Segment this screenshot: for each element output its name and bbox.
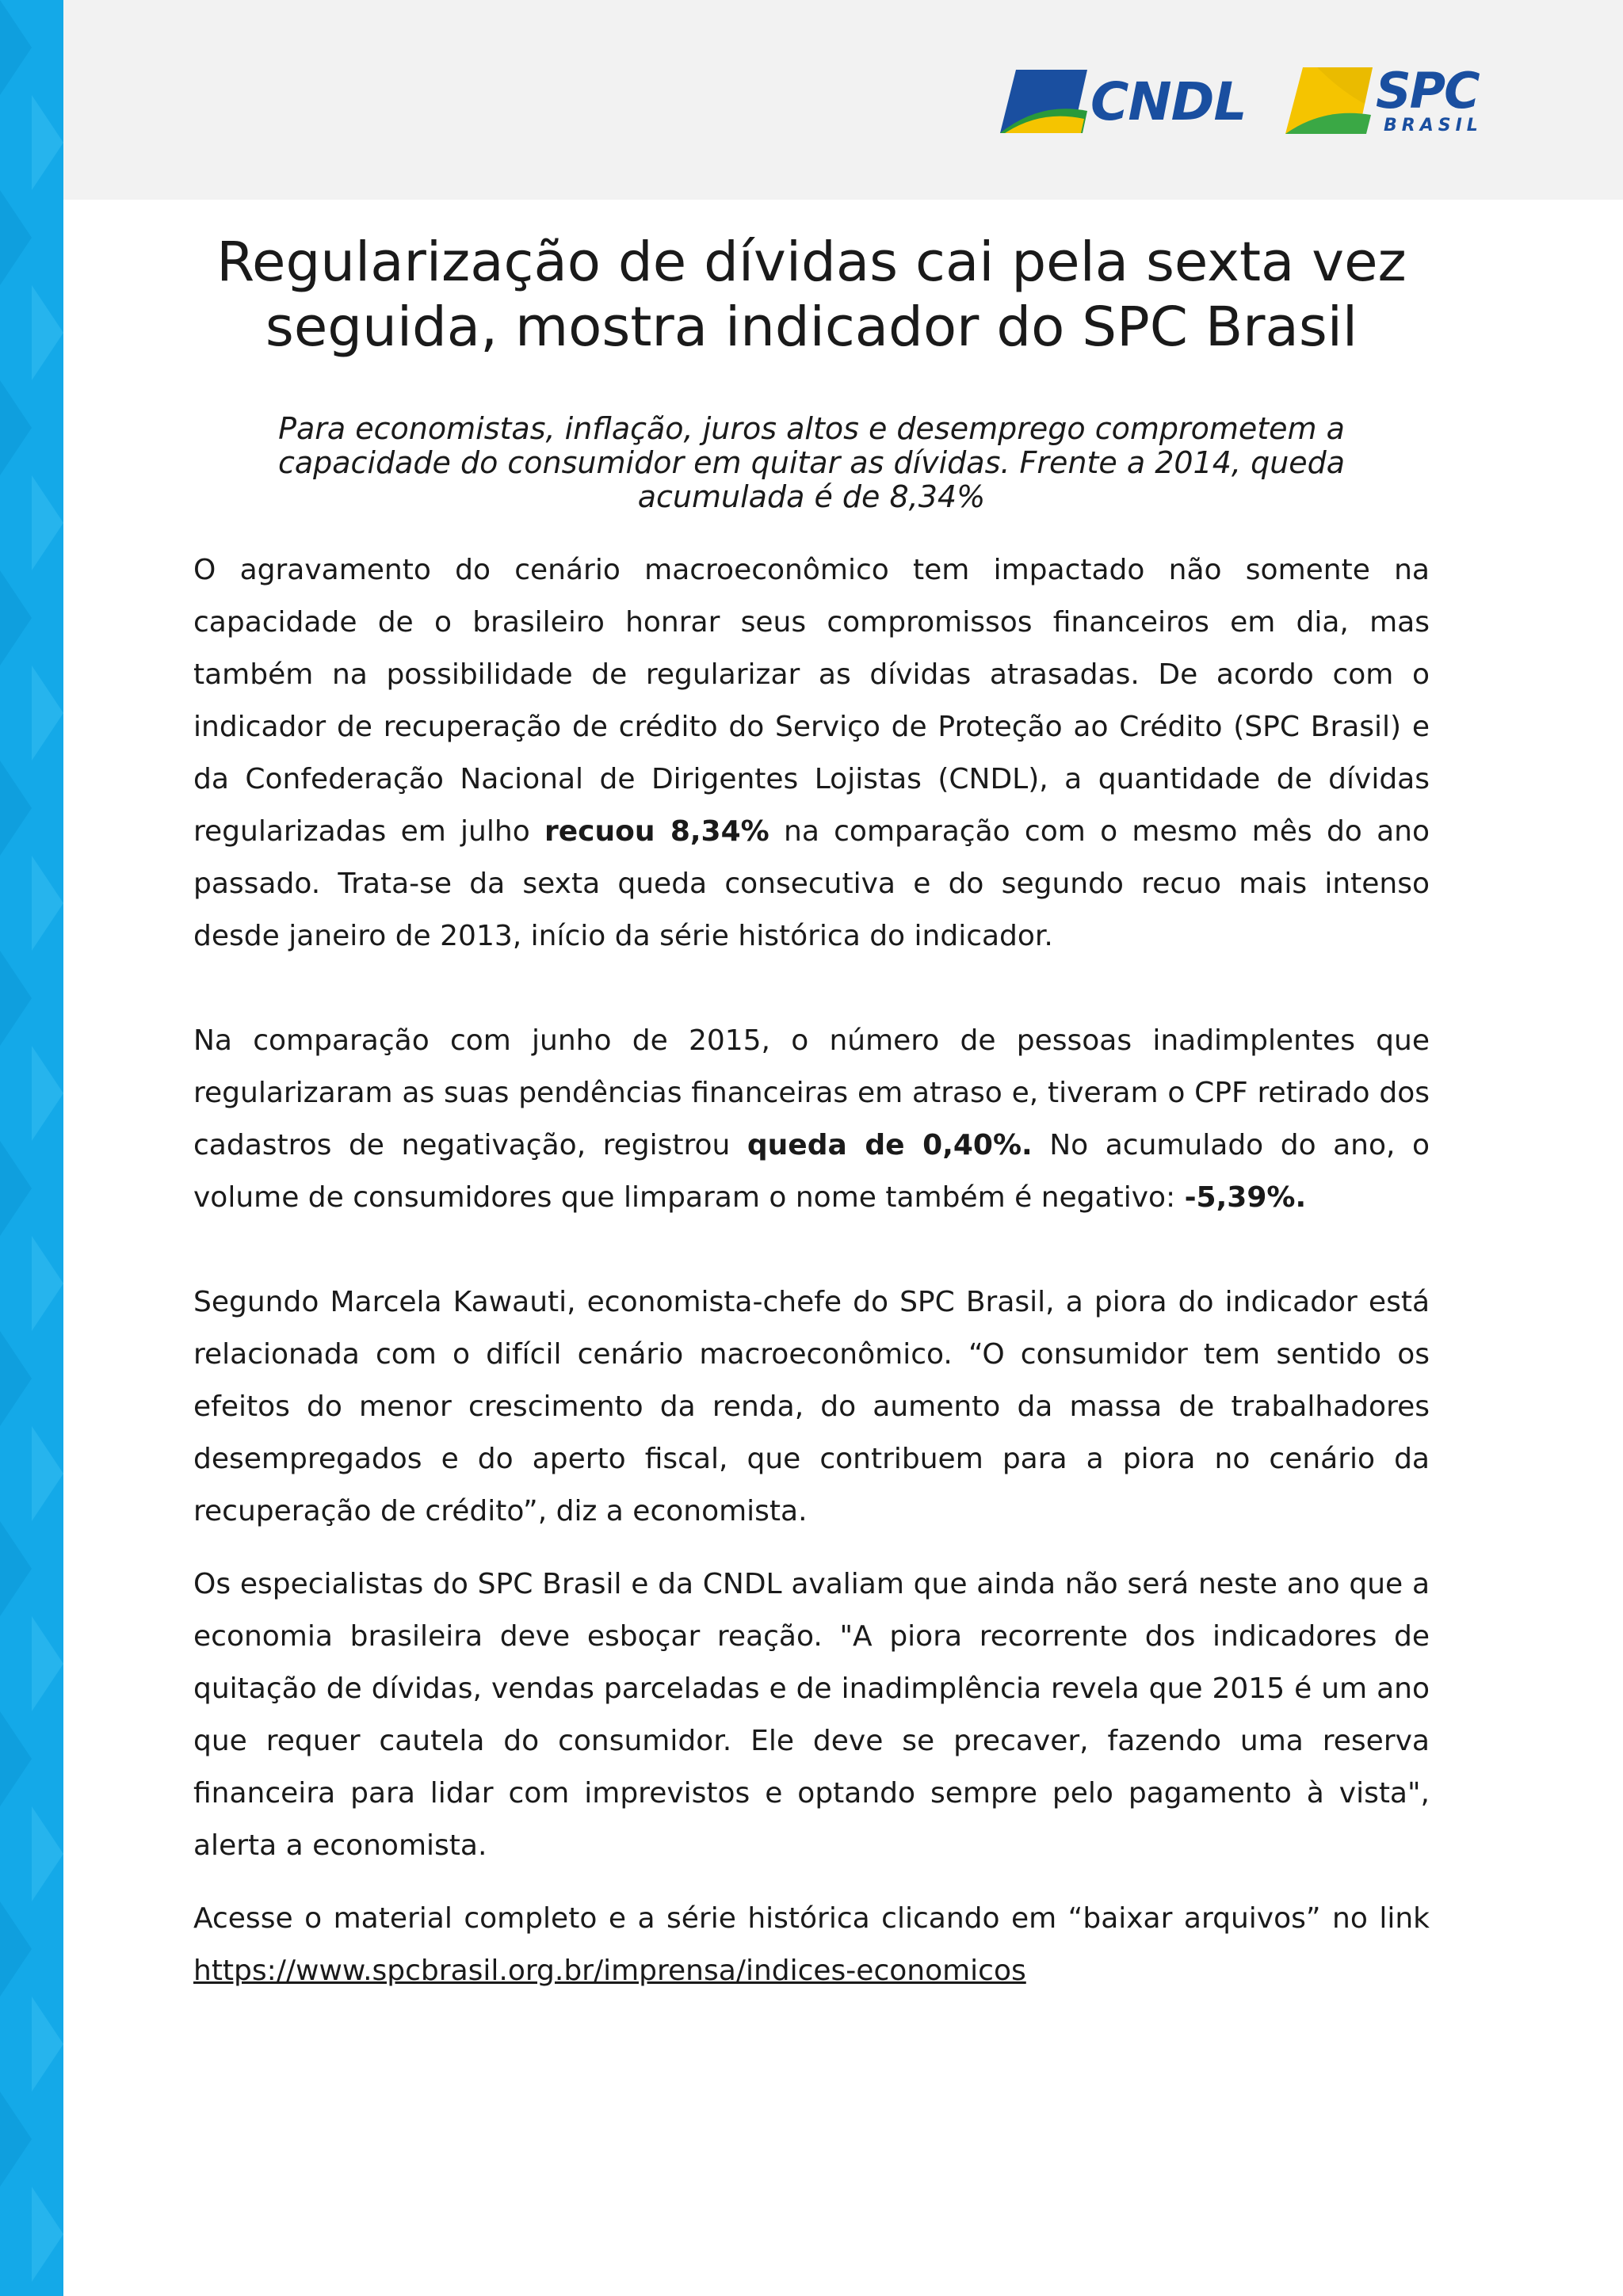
spc-flag-icon [1285, 67, 1373, 134]
paragraph-2-text-b: No acumulado do ano, o volume de consumidores que limparam o nome também é negativo: [193, 1129, 1430, 1214]
cndl-flag-icon [1000, 70, 1087, 133]
paragraph-2-highlight-1: queda de 0,40%. [747, 1129, 1033, 1161]
paragraph-2-highlight-2: -5,39%. [1184, 1181, 1307, 1214]
paragraph-2-text-a: Na comparação com junho de 2015, o número de pessoas inadimplentes que regularizaram as suas pendências financeiras em atraso e, tiveram o CPF retirado dos cadastros de negativação, registrou [193, 1024, 1430, 1161]
side-decorative-stripe [0, 0, 63, 2296]
paragraph-1-text-a: O agravamento do cenário macroeconômico tem impactado não somente na capacidade de o brasileiro honrar seus compromissos financeiros em dia, mas também na possibilidade de regularizar as dívidas atrasadas. De acordo com o indicador de recuperação de crédito do Serviço de Proteção ao Crédito (SPC Brasil) e da Confederação Nacional de Dirigentes Lojistas (CNDL), a quantidade de dívidas regularizadas em julho [193, 554, 1430, 848]
stripe-chevron-pattern [0, 0, 63, 2296]
article-title: Regularização de dívidas cai pela sexta vez seguida, mostra indicador do SPC Brasil [216, 231, 1407, 359]
spc-logo-text: SPC [1376, 62, 1479, 120]
indices-economicos-link[interactable]: https://www.spcbrasil.org.br/imprensa/indices-economicos [193, 1955, 1026, 1987]
cndl-logo-text: CNDL [1090, 71, 1247, 132]
paragraph-1-highlight: recuou 8,34% [544, 815, 769, 848]
paragraph-4: Os especialistas do SPC Brasil e da CNDL avaliam que ainda não será neste ano que a economia brasileira deve esboçar reação. "A piora recorrente dos indicadores de quitação de dívidas, vendas parceladas e de inadimplência revela que 2015 é um ano que requer cautela do consumidor. Ele deve se precaver, fazendo uma reserva financeira para lidar com imprevistos e optando sempre pelo pagamento à vista", alerta a economista. [193, 1568, 1430, 1862]
paragraph-2 [193, 1015, 1430, 1224]
paragraph-3: Segundo Marcela Kawauti, economista-chefe do SPC Brasil, a piora do indicador está relacionada com o difícil cenário macroeconômico. “O consumidor tem sentido os efeitos do menor crescimento da renda, do aumento da massa de trabalhadores desempregados e do aperto fiscal, que contribuem para a piora no cenário da recuperação de crédito”, diz a economista. [193, 1286, 1430, 1527]
cndl-logo [1000, 70, 1247, 133]
paragraph-1-text-b: na comparação com o mesmo mês do ano passado. Trata-se da sexta queda consecutiva e do segundo recuo mais intenso desde janeiro de 2013, início da série histórica do indicador. [193, 815, 1430, 952]
spc-brasil-logo [1285, 62, 1483, 135]
article-subtitle: Para economistas, inflação, juros altos e desemprego comprometem a capacidade do consumidor em quitar as dívidas. Frente a 2014, queda acumulada é de 8,34% [277, 411, 1346, 514]
paragraph-5 [193, 1893, 1430, 1997]
paragraph-5-text: Acesse o material completo e a série histórica clicando em “baixar arquivos” no link [193, 1902, 1430, 1935]
paragraph-1 [193, 544, 1430, 963]
article-body [193, 230, 1430, 1997]
spc-logo-subtext: BRASIL [1384, 116, 1483, 135]
